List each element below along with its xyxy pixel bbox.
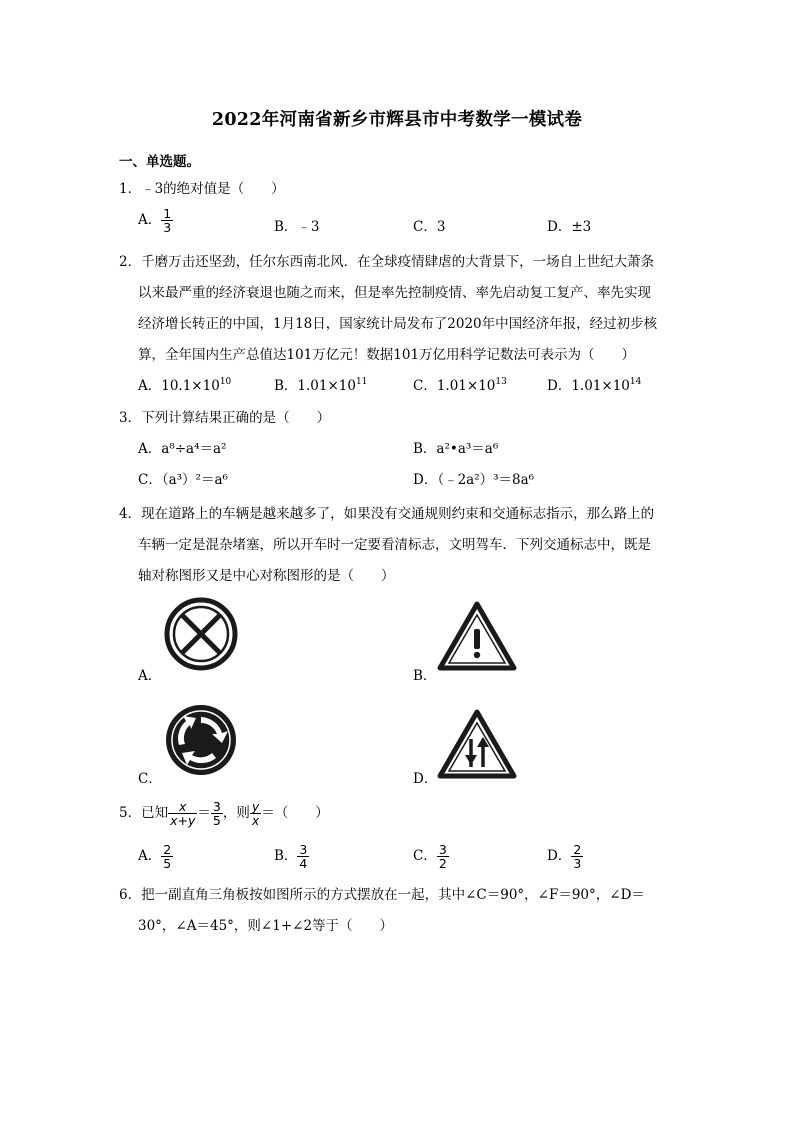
- option-text: D．1.01×10: [547, 378, 630, 394]
- question-2-line-2: 以来最严重的经济衰退也随之而来，但是率先控制疫情、率先启动复工复产、率先实现: [138, 285, 651, 301]
- option-text: C．1.01×10: [413, 378, 496, 394]
- numerator: x: [168, 800, 197, 814]
- question-4-line-3: 轴对称图形又是中心对称图形的是（ ）: [138, 568, 395, 584]
- stem-prefix: 5．已知: [119, 805, 169, 821]
- question-2-option-b: [274, 374, 367, 394]
- option-text: B．1.01×10: [274, 378, 356, 394]
- equals-sign: ＝: [197, 805, 211, 821]
- question-2-stem: 2．千磨万击还坚劲，任尔东西南北风．在全球疫情肆虐的大背景下，一场自上世纪大萧条: [119, 254, 655, 270]
- question-3-stem: 3．下列计算结果正确的是（ ）: [119, 410, 331, 426]
- fraction-three-fifths: [211, 800, 223, 827]
- question-1-option-b: B．﹣3: [274, 219, 320, 235]
- question-5-option-d: [547, 843, 583, 870]
- exponent: 10: [219, 377, 232, 387]
- question-1-option-d: D．±3: [547, 219, 592, 235]
- warning-triangle-sign-icon: [437, 601, 517, 671]
- numerator: 3: [438, 842, 447, 857]
- denominator: x+y: [170, 813, 196, 828]
- exponent: 14: [629, 377, 642, 387]
- numerator: 1: [163, 206, 172, 221]
- roundabout-sign-icon: [164, 703, 238, 777]
- option-label: A．: [138, 848, 162, 864]
- fraction: [437, 843, 449, 870]
- fraction-x-over-x-plus-y: [168, 800, 197, 827]
- question-5-option-b: [274, 843, 309, 870]
- question-4-line-2: 车辆一定是混杂堵塞，所以开车时一定要看清标志，文明驾车．下列交通标志中，既是: [138, 537, 651, 553]
- question-2-line-3: 经济增长转正的中国，1月18日，国家统计局发布了2020年中国经济年报，经过初步核: [138, 316, 658, 332]
- page-title: 2022年河南省新乡市辉县市中考数学一模试卷: [211, 110, 583, 130]
- option-label: A．: [138, 212, 162, 228]
- numerator: 3: [212, 799, 221, 814]
- question-1-stem: 1．﹣3的绝对值是（ ）: [119, 181, 285, 197]
- section-heading: 一、单选题。: [119, 154, 200, 170]
- question-4-stem: 4．现在道路上的车辆是越来越多了，如果没有交通规则约束和交通标志指示，那么路上的: [119, 506, 655, 522]
- stem-suffix: ＝（ ）: [261, 805, 329, 821]
- numerator: 2: [573, 842, 582, 857]
- question-3-option-d: D．（﹣2a²）³＝8a⁶: [413, 472, 535, 488]
- denominator: 3: [163, 220, 172, 235]
- no-stopping-sign-icon: [164, 597, 238, 671]
- question-3-option-c: C．（a³）²＝a⁶: [138, 472, 228, 488]
- question-2-option-c: [413, 374, 507, 394]
- numerator: y: [251, 799, 260, 814]
- stem-then: ，则: [222, 805, 250, 821]
- question-6-line-2: 30°，∠A＝45°，则∠1+∠2等于（ ）: [138, 918, 394, 934]
- question-2-option-d: [547, 374, 641, 394]
- exponent: 13: [495, 377, 507, 387]
- denominator: 5: [163, 856, 172, 871]
- fraction: [161, 843, 173, 870]
- exponent: 11: [355, 377, 368, 387]
- fraction-y-over-x: [250, 800, 261, 827]
- question-3-option-b: B．a²•a³＝a⁶: [413, 441, 499, 457]
- question-4-option-d-label: D．: [413, 771, 438, 787]
- question-2-line-4: 算，全年国内生产总值达101万亿元！数据101万亿用科学记数法可表示为（ ）: [138, 347, 636, 363]
- denominator: x: [251, 813, 260, 828]
- question-2-option-a: [138, 374, 231, 394]
- option-text: A．10.1×10: [138, 378, 220, 394]
- denominator: 5: [212, 813, 221, 828]
- option-label: D．: [547, 848, 572, 864]
- denominator: 3: [573, 856, 582, 871]
- denominator: 2: [438, 856, 447, 871]
- fraction: [571, 843, 583, 870]
- numerator: 2: [163, 842, 172, 857]
- question-4-option-a-label: A．: [138, 668, 162, 684]
- question-3-option-a: A．a⁸÷a⁴＝a²: [138, 441, 227, 457]
- question-1-option-c: C．3: [413, 219, 446, 235]
- option-label: B．: [274, 848, 298, 864]
- question-6-stem: 6．把一副直角三角板按如图所示的方式摆放在一起，其中∠C＝90°，∠F＝90°，∠D＝: [119, 887, 645, 903]
- numerator: 3: [299, 842, 308, 857]
- question-4-option-c-label: C．: [138, 771, 162, 787]
- two-way-traffic-sign-icon: [437, 709, 517, 779]
- question-1-option-a: [138, 207, 173, 234]
- fraction: [297, 843, 309, 870]
- option-label: C．: [413, 848, 437, 864]
- fraction: [161, 207, 173, 234]
- question-5-option-a: [138, 843, 173, 870]
- denominator: 4: [299, 856, 308, 871]
- question-5-option-c: [413, 843, 449, 870]
- question-4-option-b-label: B．: [413, 668, 437, 684]
- question-5-stem: [119, 800, 329, 827]
